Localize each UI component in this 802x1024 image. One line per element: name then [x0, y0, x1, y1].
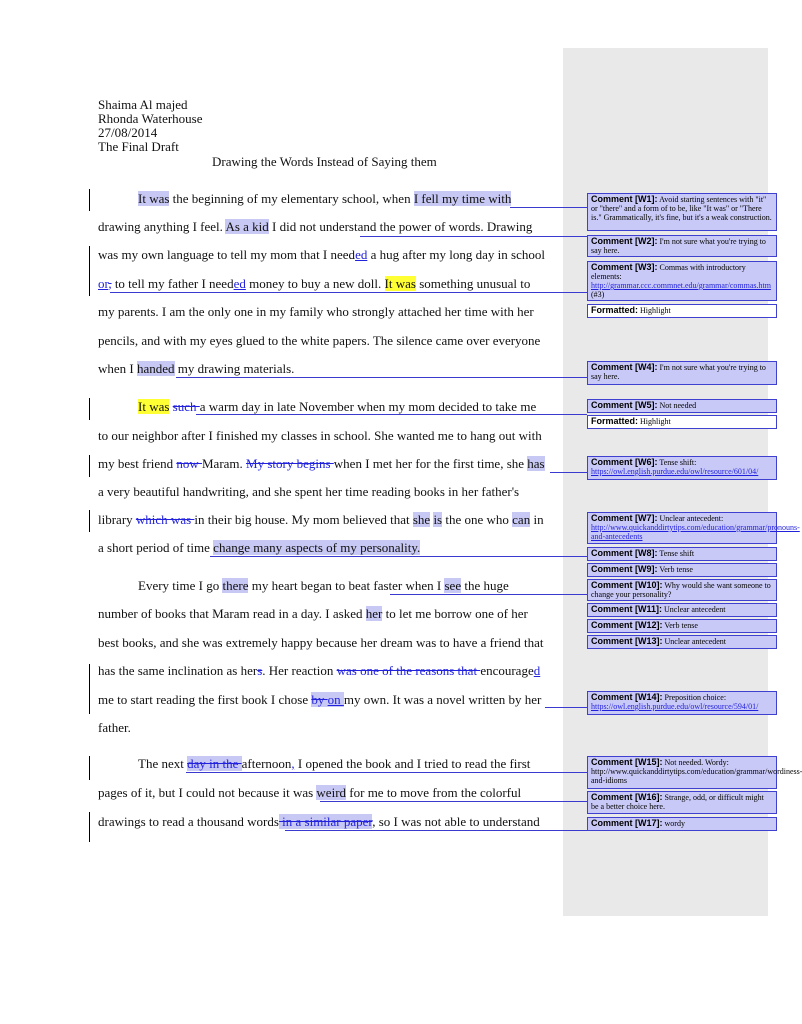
comment-connector: [186, 772, 587, 773]
comment-balloon[interactable]: Comment [W13]: Unclear antecedent: [587, 635, 777, 649]
change-bar: [89, 664, 90, 714]
change-bar: [89, 246, 90, 296]
change-bar: [89, 189, 90, 211]
body-line: when I handed my drawing materials.: [98, 361, 295, 376]
author-name: Shaima Al majed: [98, 97, 188, 112]
comment-connector: [196, 414, 587, 415]
comment-balloon[interactable]: Comment [W9]: Verb tense: [587, 563, 777, 577]
comment-balloon[interactable]: Comment [W14]: Preposition choice: https://owl.english.purdue.edu/owl/resource/594/01/: [587, 691, 777, 715]
comment-connector: [550, 472, 587, 473]
comment-balloon[interactable]: Comment [W1]: Avoid starting sentences with "it" or "there" and a form of to be, like "It was" or "There is." Grammatically, it's fine, but it's a weak construction.: [587, 193, 777, 231]
body-line: pages of it, but I could not because it was weird for me to move from the colorful: [98, 785, 522, 800]
change-bar: [89, 398, 90, 420]
comment-balloon[interactable]: Comment [W2]: I'm not sure what you're trying to say here.: [587, 235, 777, 257]
body-line: me to start reading the first book I chose by on my own. It was a novel written by her: [98, 692, 542, 707]
comment-balloon[interactable]: Comment [W7]: Unclear antecedent: http://www.quickanddirtytips.com/education/grammar/pronouns-and-antecedents: [587, 512, 777, 544]
body-line: my parents. I am the only one in my family who strongly attached her time with her: [98, 304, 534, 319]
body-line: The next day in the afternoon, I opened the book and I tried to read the first: [138, 756, 531, 771]
body-line: or, to tell my father I needed money to buy a new doll. It was something unusual to: [98, 276, 531, 291]
change-bar: [89, 756, 90, 780]
comment-connector: [360, 236, 587, 237]
change-bar: [89, 812, 90, 842]
draft-label: The Final Draft: [98, 139, 179, 154]
comment-balloon[interactable]: Comment [W4]: I'm not sure what you're trying to say here.: [587, 361, 777, 385]
body-line: best books, and she was extremely happy because her dream was to have a friend that: [98, 635, 544, 650]
format-balloon[interactable]: Formatted: Highlight: [587, 304, 777, 318]
comment-link[interactable]: https://owl.english.purdue.edu/owl/resource/601/04/: [591, 467, 759, 476]
comment-balloon[interactable]: Comment [W11]: Unclear antecedent: [587, 603, 777, 617]
change-bar: [89, 510, 90, 532]
comment-balloon[interactable]: Comment [W17]: wordy: [587, 817, 777, 831]
comment-link[interactable]: http://grammar.ccc.commnet.edu/grammar/commas.htm: [591, 281, 771, 290]
comment-balloon[interactable]: Comment [W15]: Not needed. Wordy: http://www.quickanddirtytips.com/education/grammar/wordiness-and-idioms: [587, 756, 777, 789]
body-line: number of books that Maram read in a day. I asked her to let me borrow one of her: [98, 606, 528, 621]
body-line: my best friend now Maram. My story begins when I met her for the first time, she has: [98, 456, 545, 471]
body-line: has the same inclination as hers. Her reaction was one of the reasons that encouraged: [98, 663, 541, 678]
body-line: to our neighbor after I finished my classes in school. She wanted me to hang out with: [98, 428, 542, 443]
body-line: library which was in their big house. My mom believed that she is the one who can in: [98, 512, 544, 527]
comment-link[interactable]: https://owl.english.purdue.edu/owl/resource/594/01/: [591, 702, 759, 711]
body-line: a short period of time change many aspects of my personality.: [98, 540, 421, 555]
body-line: It was such a warm day in late November when my mom decided to take me: [138, 399, 537, 414]
format-balloon[interactable]: Formatted: Highlight: [587, 415, 777, 429]
comment-balloon[interactable]: Comment [W6]: Tense shift: https://owl.english.purdue.edu/owl/resource/601/04/: [587, 456, 777, 480]
comment-balloon[interactable]: Comment [W10]: Why would she want someone to change your personality?: [587, 579, 777, 601]
body-line: father.: [98, 720, 131, 735]
comment-connector: [510, 207, 587, 208]
date-line: 27/08/2014: [98, 125, 158, 140]
comment-balloon[interactable]: Comment [W5]: Not needed: [587, 399, 777, 413]
comment-balloon[interactable]: Comment [W3]: Commas with introductory elements: http://grammar.ccc.commnet.edu/grammar/commas.htm (#3): [587, 261, 777, 301]
body-line: drawing anything I feel. As a kid I did not understand the power of words. Drawing: [98, 219, 533, 234]
body-line: a very beautiful handwriting, and she spent her time reading books in her father's: [98, 484, 520, 499]
comment-connector: [285, 830, 587, 831]
body-line: was my own language to tell my mom that I needed a hug after my long day in school: [98, 247, 545, 262]
comment-connector: [110, 292, 587, 293]
change-bar: [89, 455, 90, 477]
comment-connector: [210, 556, 587, 557]
comment-connector: [320, 801, 587, 802]
instructor-name: Rhonda Waterhouse: [98, 111, 203, 126]
body-line: pencils, and with my eyes glued to the white papers. The silence came over everyone: [98, 333, 541, 348]
comment-balloon[interactable]: Comment [W8]: Tense shift: [587, 547, 777, 561]
comment-balloon[interactable]: Comment [W16]: Strange, odd, or difficult might be a better choice here.: [587, 791, 777, 814]
comment-link[interactable]: http://www.quickanddirtytips.com/education/grammar/pronouns-and-antecedents: [591, 523, 800, 541]
comment-connector: [176, 377, 587, 378]
comment-balloon[interactable]: Comment [W12]: Verb tense: [587, 619, 777, 633]
body-line: Every time I go there my heart began to beat faster when I see the huge: [138, 578, 509, 593]
essay-title: Drawing the Words Instead of Saying them: [212, 154, 437, 169]
comment-connector: [390, 594, 587, 595]
body-line: It was the beginning of my elementary school, when I fell my time with: [138, 191, 512, 206]
body-line: drawings to read a thousand words in a similar paper, so I was not able to understand: [98, 814, 540, 829]
comment-connector: [545, 707, 587, 708]
